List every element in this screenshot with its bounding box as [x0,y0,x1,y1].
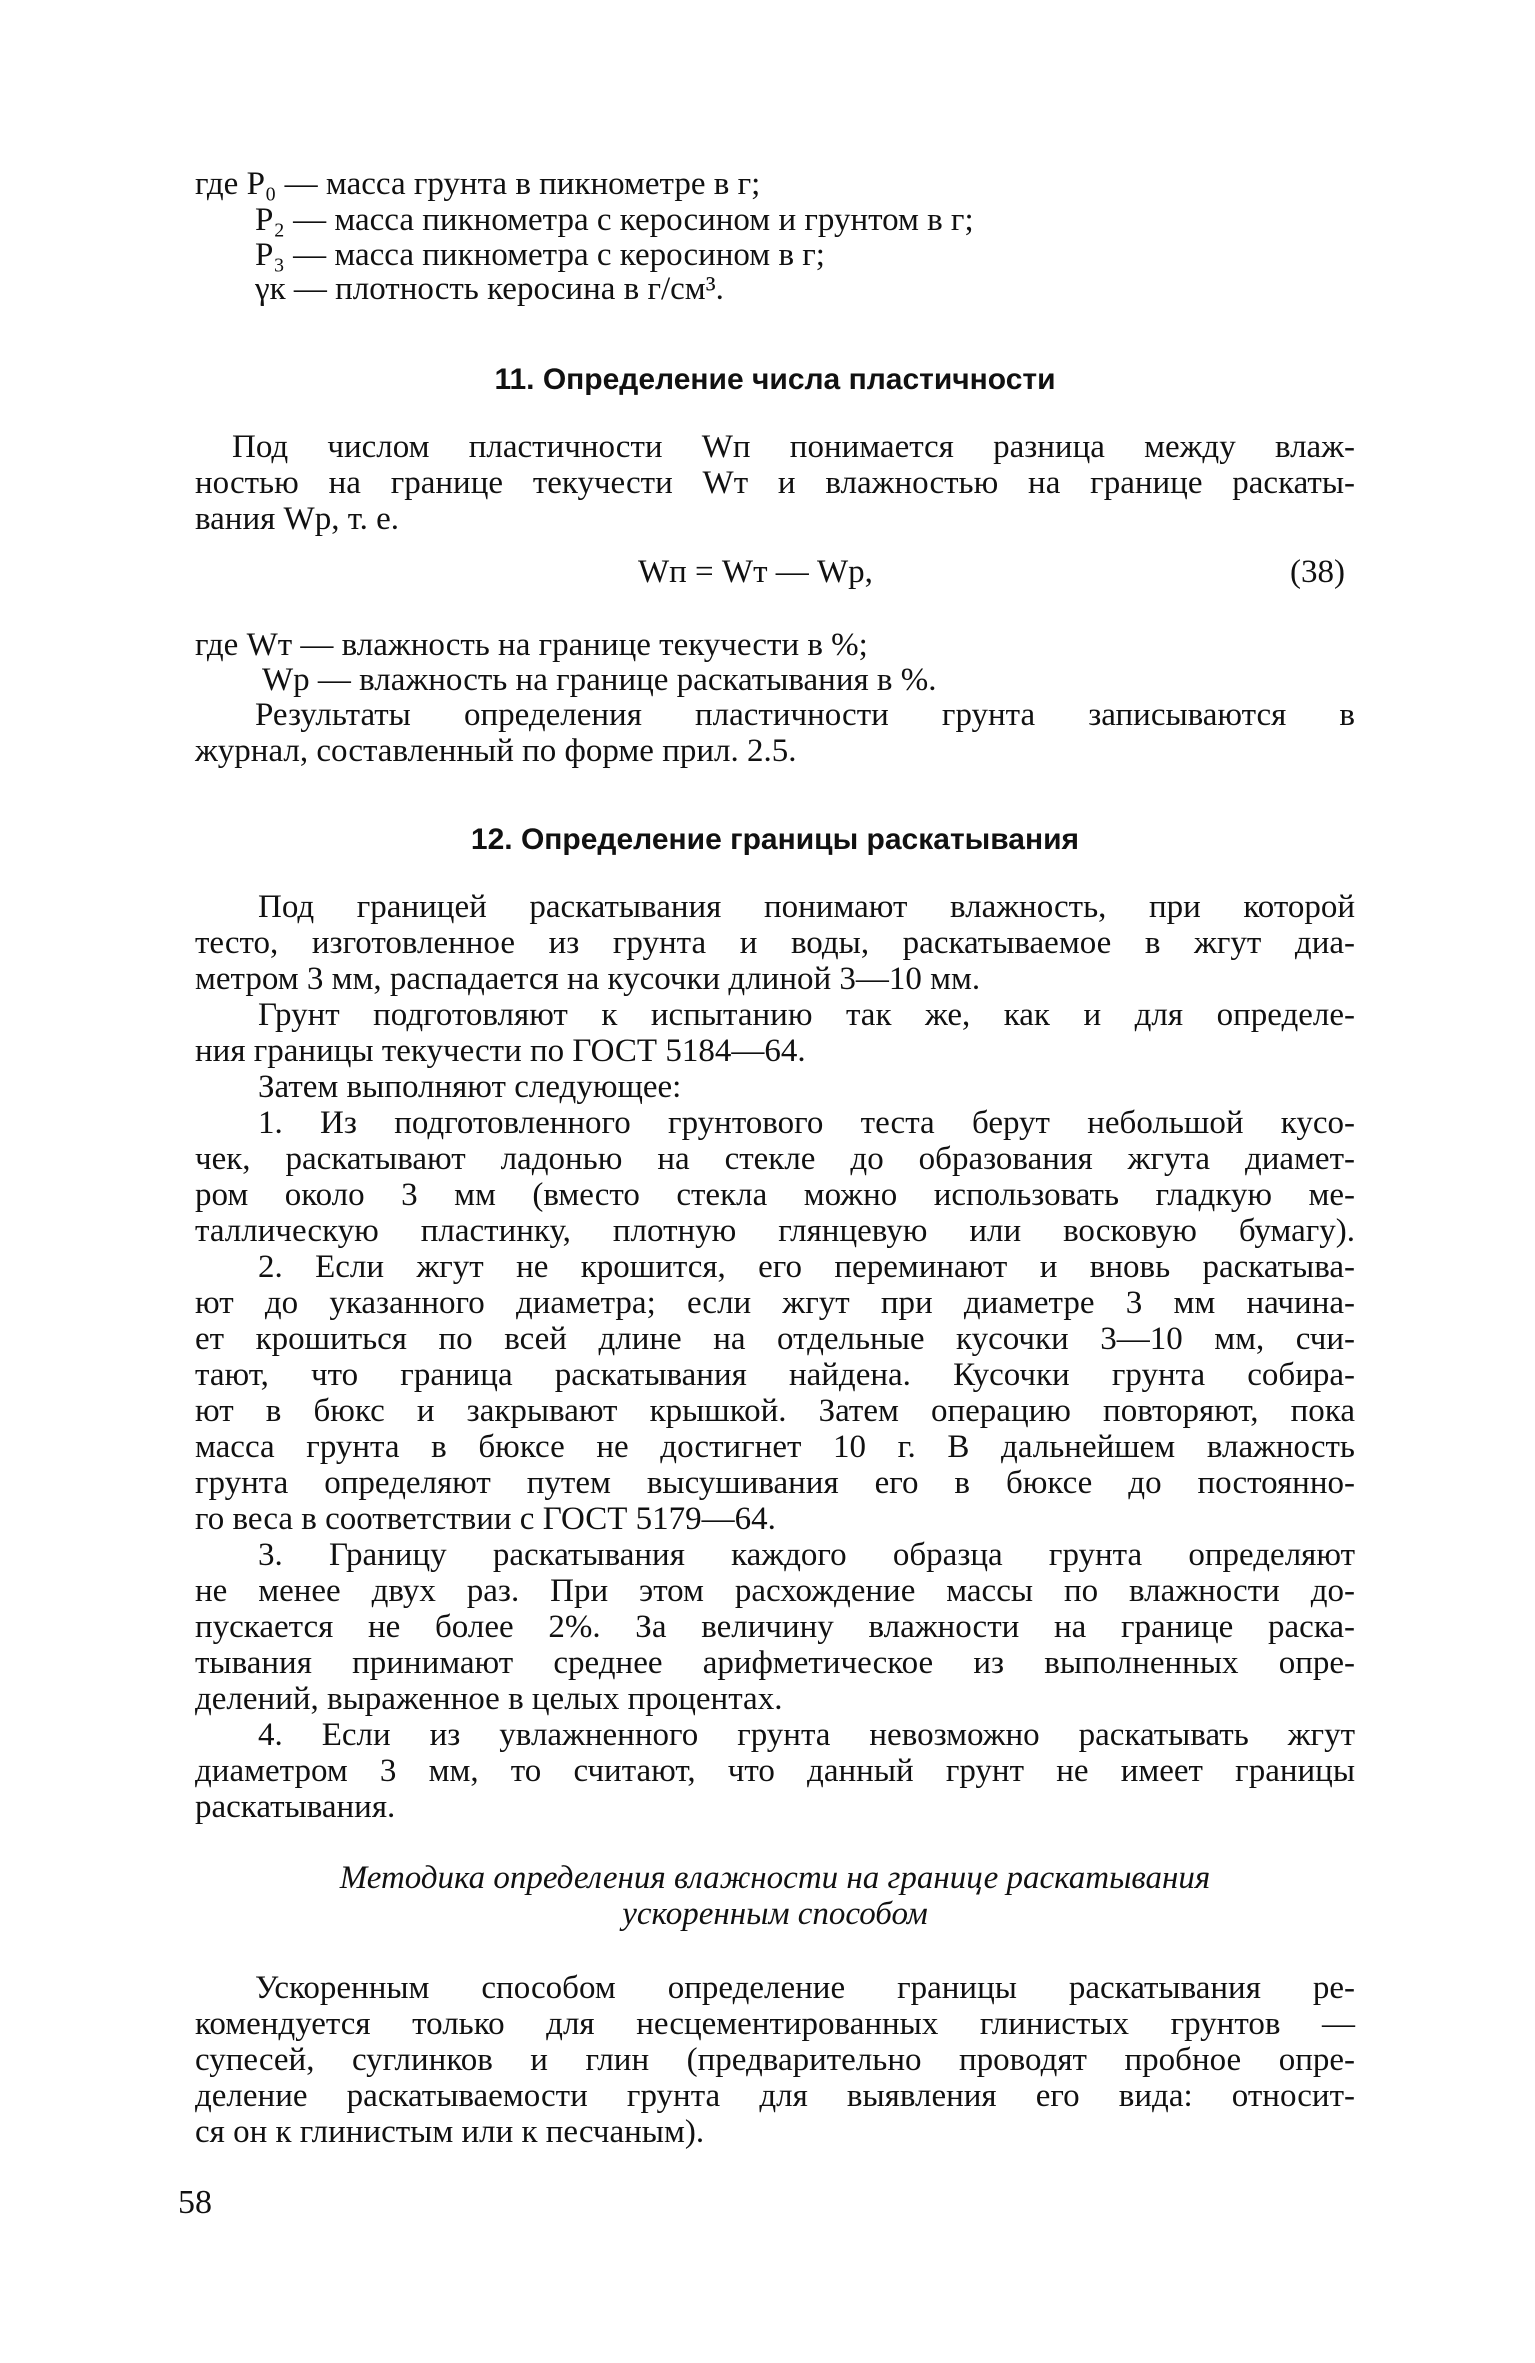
text-line: P₃ — масса пикнометра с керосином в г; [255,237,825,273]
text-line: ностью на границе текучести Wт и влажностью на границе раскаты- [195,465,1355,501]
text-line: Грунт подготовляют к испытанию так же, как и для определе- [258,997,1355,1033]
text-line: Ускоренным способом определение границы раскатывания ре- [255,1970,1355,2006]
text-line: Под числом пластичности Wп понимается разница между влаж- [232,429,1355,465]
text-line: раскатывания. [195,1789,396,1825]
text-line: ют в бюкс и закрывают крышкой. Затем операцию повторяют, пока [195,1393,1355,1429]
subheading: ускоренным способом [622,1896,928,1932]
text-line: 3. Границу раскатывания каждого образца грунта определяют [258,1537,1355,1573]
text-line: го веса в соответствии с ГОСТ 5179—64. [195,1501,776,1537]
text-line: 2. Если жгут не крошится, его переминают и вновь раскатыва- [258,1249,1355,1285]
text-line: супесей, суглинков и глин (предварительно проводят пробное опре- [195,2042,1355,2078]
text-line: таллическую пластинку, плотную глянцевую или восковую бумагу). [195,1213,1355,1249]
text-line: делений, выраженное в целых процентах. [195,1681,783,1717]
text-line: γк — плотность керосина в г/см³. [255,271,724,307]
text-line: масса грунта в бюксе не достигнет 10 г. В дальнейшем влажность [195,1429,1355,1465]
text-line: пускается не более 2%. За величину влажности на границе раска- [195,1609,1355,1645]
text-line: Результаты определения пластичности грунта записываются в [255,697,1355,733]
text-line: ет крошиться по всей длине на отдельные кусочки 3—10 мм, счи- [195,1321,1355,1357]
text-line: не менее двух раз. При этом расхождение массы по влажности до- [195,1573,1355,1609]
text-line: где P₀ — масса грунта в пикнометре в г; [195,166,761,202]
text-line: Wр — влажность на границе раскатывания в %. [262,662,937,698]
formula-number: (38) [1290,554,1345,590]
text-line: P₂ — масса пикнометра с керосином и грунтом в г; [255,202,974,238]
text-line: 4. Если из увлажненного грунта невозможно раскатывать жгут [258,1717,1355,1753]
text-line: деление раскатываемости грунта для выявления его вида: относит- [195,2078,1355,2114]
text-line: тесто, изготовленное из грунта и воды, раскатываемое в жгут диа- [195,925,1355,961]
text-line: вания Wр, т. е. [195,501,400,537]
text-line: грунта определяют путем высушивания его в бюксе до постоянно- [195,1465,1355,1501]
section-heading: 12. Определение границы раскатывания [470,823,1080,856]
text-line: метром 3 мм, распадается на кусочки длиной 3—10 мм. [195,961,981,997]
text-line: ром около 3 мм (вместо стекла можно использовать гладкую ме- [195,1177,1355,1213]
section-heading: 11. Определение числа пластичности [494,363,1056,396]
text-line: ют до указанного диаметра; если жгут при диаметре 3 мм начина- [195,1285,1355,1321]
text-line: Затем выполняют следующее: [258,1069,682,1105]
text-line: 1. Из подготовленного грунтового теста берут небольшой кусо- [258,1105,1355,1141]
text-line: ся он к глинистым или к песчаным). [195,2114,705,2150]
text-line: чек, раскатывают ладонью на стекле до образования жгута диамет- [195,1141,1355,1177]
formula: Wп = Wт — Wр, [638,554,873,590]
subheading: Методика определения влажности на границе раскатывания [339,1860,1211,1896]
text-line: Под границей раскатывания понимают влажность, при которой [258,889,1355,925]
page-number: 58 [178,2184,212,2221]
text-line: где Wт — влажность на границе текучести в %; [195,627,868,663]
text-line: диаметром 3 мм, то считают, что данный грунт не имеет границы [195,1753,1355,1789]
text-line: ния границы текучести по ГОСТ 5184—64. [195,1033,806,1069]
text-line: журнал, составленный по форме прил. 2.5. [195,733,797,769]
text-line: тают, что граница раскатывания найдена. Кусочки грунта собира- [195,1357,1355,1393]
text-line: комендуется только для несцементированных глинистых грунтов — [195,2006,1355,2042]
text-line: тывания принимают среднее арифметическое из выполненных опре- [195,1645,1355,1681]
